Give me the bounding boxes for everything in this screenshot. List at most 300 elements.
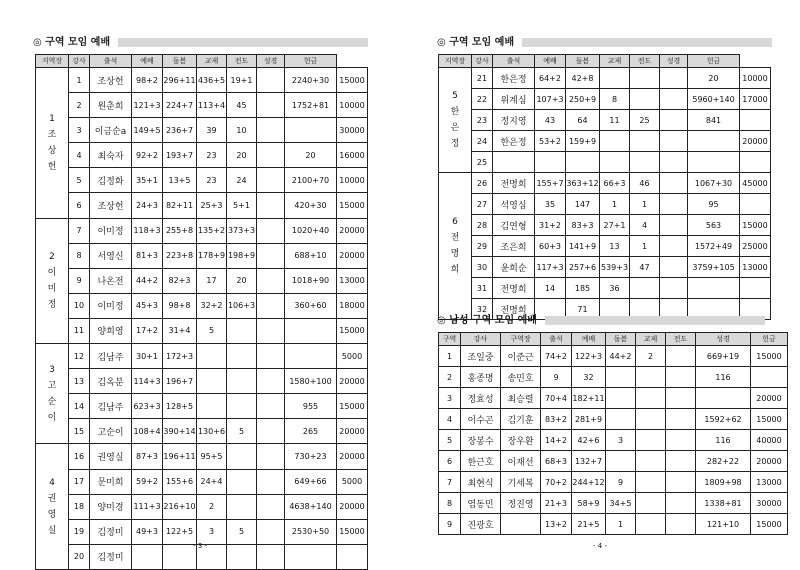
table-cell: 20000 [337, 218, 368, 243]
column-header: 지역장 [36, 55, 69, 68]
instructor-name: 김연형 [493, 215, 535, 236]
district-leader-name: 김기훈 [501, 409, 541, 430]
instructor-name: 최현식 [461, 472, 501, 493]
table-cell [751, 367, 788, 388]
instructor-name: 한은정 [493, 68, 535, 89]
table-row [36, 118, 368, 143]
table-cell: 46 [630, 173, 660, 194]
table-cell [600, 152, 630, 173]
table-cell: 35 [535, 194, 566, 215]
district-table [35, 54, 368, 570]
table-row [439, 346, 788, 367]
table-cell [257, 193, 285, 218]
section-title: ◎ 구역 모임 예배 [437, 36, 772, 50]
table-cell: 10000 [337, 93, 368, 118]
table-cell [257, 293, 285, 318]
section-title: ◎ 구역 모임 예배 [33, 36, 368, 50]
table-cell [227, 494, 257, 519]
table-cell: 20 [227, 268, 257, 293]
table-cell: 116 [696, 430, 751, 451]
table-cell: 5 [197, 318, 227, 343]
table-cell [257, 118, 285, 143]
column-header: 구역장 [501, 333, 541, 346]
row-number: 11 [69, 318, 90, 343]
table-row [36, 469, 368, 494]
district-leader-name [501, 514, 541, 535]
row-number: 25 [472, 152, 493, 173]
table-cell: 121+10 [696, 514, 751, 535]
table-cell [257, 394, 285, 419]
table-cell: 16000 [337, 143, 368, 168]
table-cell: 216+10 [163, 494, 197, 519]
row-number: 19 [69, 519, 90, 544]
row-number: 2 [69, 93, 90, 118]
table-cell: 17 [197, 268, 227, 293]
table-cell: 92+2 [132, 143, 163, 168]
instructor-name: 전명희 [493, 278, 535, 299]
instructor-name: 김남주 [90, 394, 132, 419]
table-cell: 436+5 [197, 68, 227, 93]
column-header: 예배 [572, 333, 606, 346]
district-number: 1 [439, 346, 461, 367]
column-header: 출석 [541, 333, 572, 346]
table-cell [257, 344, 285, 369]
table-row [36, 519, 368, 544]
table-cell: 14 [535, 278, 566, 299]
table-cell: 244+12 [572, 472, 606, 493]
table-cell [660, 236, 688, 257]
table-cell: 1 [600, 194, 630, 215]
row-number: 27 [472, 194, 493, 215]
table-cell: 32+2 [197, 293, 227, 318]
row-number: 23 [472, 110, 493, 131]
table-cell: 3 [606, 430, 636, 451]
instructor-name: 전명희 [493, 299, 535, 320]
instructor-name: 나온전 [90, 268, 132, 293]
row-number: 18 [69, 494, 90, 519]
district-number: 8 [439, 493, 461, 514]
table-row [36, 494, 368, 519]
table-cell: 15000 [751, 346, 788, 367]
table-cell: 30000 [337, 118, 368, 143]
table-cell [666, 430, 696, 451]
table-cell [227, 318, 257, 343]
table-row [439, 236, 771, 257]
table-cell [227, 469, 257, 494]
table-row [439, 451, 788, 472]
table-cell [606, 409, 636, 430]
table-cell: 20000 [751, 388, 788, 409]
table-cell [257, 369, 285, 394]
row-number: 4 [69, 143, 90, 168]
page-3 [0, 0, 400, 566]
table-cell: 130+6 [197, 419, 227, 444]
table-cell: 81+3 [132, 243, 163, 268]
header-row [439, 333, 788, 346]
table-cell: 296+11 [163, 68, 197, 93]
table-cell: 20000 [337, 419, 368, 444]
instructor-name: 양희영 [90, 318, 132, 343]
table-cell: 118+3 [132, 218, 163, 243]
table-cell: 11 [600, 110, 630, 131]
table-cell [636, 430, 666, 451]
table-cell: 178+9 [197, 243, 227, 268]
table-cell [257, 444, 285, 469]
table-cell: 21+3 [541, 493, 572, 514]
table-cell [600, 131, 630, 152]
table-cell [227, 444, 257, 469]
table-cell: 71 [566, 299, 600, 320]
district-table [438, 54, 771, 320]
column-header: 구역 [439, 333, 461, 346]
table-cell: 155+6 [163, 469, 197, 494]
table-cell: 87+3 [132, 444, 163, 469]
table-cell [285, 118, 337, 143]
district-number: 2 [439, 367, 461, 388]
table-cell: 13000 [337, 268, 368, 293]
instructor-name: 권영실 [90, 444, 132, 469]
table-cell: 159+9 [566, 131, 600, 152]
table-cell: 31+4 [163, 318, 197, 343]
table-row [439, 367, 788, 388]
district-number: 5 [439, 430, 461, 451]
table-cell: 20000 [740, 131, 771, 152]
table-cell [636, 493, 666, 514]
table-cell: 15000 [337, 193, 368, 218]
instructor-name: 염동민 [461, 493, 501, 514]
table-cell: 60+3 [535, 236, 566, 257]
table-cell: 15000 [337, 68, 368, 93]
table-cell [257, 318, 285, 343]
table-row [439, 430, 788, 451]
table-cell: 82+11 [163, 193, 197, 218]
table-cell: 20000 [337, 243, 368, 268]
table-cell: 113+4 [197, 93, 227, 118]
table-cell: 182+11 [572, 388, 606, 409]
table-cell: 250+9 [566, 89, 600, 110]
table-cell: 40000 [751, 430, 788, 451]
table-cell: 42+6 [572, 430, 606, 451]
table-row [36, 93, 368, 118]
table-cell [630, 152, 660, 173]
instructor-name: 양미경 [90, 494, 132, 519]
district-leader: 5 한 은 정 [439, 68, 472, 173]
column-header: 성경 [660, 55, 688, 68]
table-cell: 20 [227, 143, 257, 168]
header-row [36, 55, 368, 68]
table-cell: 59+2 [132, 469, 163, 494]
table-cell: 1 [606, 514, 636, 535]
table-cell: 539+3 [600, 257, 630, 278]
district-leader-name: 정진영 [501, 493, 541, 514]
table-cell [666, 514, 696, 535]
instructor-name: 조일중 [461, 346, 501, 367]
table-cell: 23 [197, 143, 227, 168]
column-header: 전도 [666, 333, 696, 346]
table-cell [636, 472, 666, 493]
table-cell [660, 173, 688, 194]
district-leader-name: 이준근 [501, 346, 541, 367]
table-row [36, 193, 368, 218]
table-cell: 20000 [337, 494, 368, 519]
table-cell: 172+3 [163, 344, 197, 369]
table-cell: 45+3 [132, 293, 163, 318]
table-cell: 688+10 [285, 243, 337, 268]
table-row [36, 243, 368, 268]
table-cell [666, 451, 696, 472]
district-leader: 2 이 미 정 [36, 218, 69, 343]
table-cell [688, 131, 740, 152]
table-cell: 64+2 [535, 68, 566, 89]
table-cell: 83+2 [541, 409, 572, 430]
table-cell: 30000 [751, 493, 788, 514]
column-header: 성경 [257, 55, 285, 68]
table-cell: 68+3 [541, 451, 572, 472]
table-cell: 2240+30 [285, 68, 337, 93]
table-cell: 155+7 [535, 173, 566, 194]
instructor-name: 김정화 [90, 168, 132, 193]
table-cell [257, 218, 285, 243]
table-cell: 36 [600, 278, 630, 299]
table-cell: 13 [600, 236, 630, 257]
table-cell: 1 [630, 236, 660, 257]
table-cell [257, 168, 285, 193]
table-cell: 5000 [337, 344, 368, 369]
table-cell [666, 472, 696, 493]
table-cell: 3 [197, 519, 227, 544]
table-row [439, 472, 788, 493]
table-cell: 5 [227, 419, 257, 444]
table-cell: 116 [696, 367, 751, 388]
table-row [36, 143, 368, 168]
table-cell [740, 278, 771, 299]
table-cell: 149+5 [132, 118, 163, 143]
table-cell: 10000 [337, 168, 368, 193]
row-number: 8 [69, 243, 90, 268]
table-cell: 31+2 [535, 215, 566, 236]
table-cell: 282+22 [696, 451, 751, 472]
table-cell: 107+3 [535, 89, 566, 110]
table-row [439, 89, 771, 110]
column-header: 전도 [227, 55, 257, 68]
table-cell: 5 [227, 519, 257, 544]
table-cell: 35+1 [132, 168, 163, 193]
table-cell: 20 [688, 68, 740, 89]
table-cell: 74+2 [541, 346, 572, 367]
table-cell [630, 278, 660, 299]
district-number: 9 [439, 514, 461, 535]
district-number: 7 [439, 472, 461, 493]
table-cell: 47 [630, 257, 660, 278]
table-cell: 20000 [751, 451, 788, 472]
row-number: 29 [472, 236, 493, 257]
table-cell: 24+3 [132, 193, 163, 218]
instructor-name: 한근호 [461, 451, 501, 472]
table-row [439, 257, 771, 278]
table-cell: 49+3 [132, 519, 163, 544]
instructor-name: 정효성 [461, 388, 501, 409]
table-cell: 185 [566, 278, 600, 299]
table-cell: 15000 [337, 519, 368, 544]
table-cell: 955 [285, 394, 337, 419]
table-cell: 13+2 [541, 514, 572, 535]
district-number: 3 [439, 388, 461, 409]
table-cell: 1067+30 [688, 173, 740, 194]
table-cell [636, 514, 666, 535]
table-cell [566, 152, 600, 173]
table-cell: 4 [630, 215, 660, 236]
table-row [36, 68, 368, 93]
instructor-name: 원춘희 [90, 93, 132, 118]
row-number: 9 [69, 268, 90, 293]
district-leader: 4 권 영 실 [36, 444, 69, 569]
table-cell [696, 388, 751, 409]
page-4 [400, 0, 800, 566]
instructor-name: 이미정 [90, 218, 132, 243]
table-row [439, 152, 771, 173]
table-cell: 25000 [740, 236, 771, 257]
instructor-name: 한은정 [493, 131, 535, 152]
table-cell [630, 89, 660, 110]
table-cell [660, 278, 688, 299]
row-number: 26 [472, 173, 493, 194]
table-cell: 111+3 [132, 494, 163, 519]
table-cell: 25+3 [197, 193, 227, 218]
table-cell: 24 [227, 168, 257, 193]
table-cell: 20 [285, 143, 337, 168]
instructor-name: 정지영 [493, 110, 535, 131]
table-row [439, 493, 788, 514]
table-cell: 13000 [740, 257, 771, 278]
table-cell: 15000 [751, 514, 788, 535]
column-header: 돌봄 [566, 55, 600, 68]
table-cell: 114+3 [132, 369, 163, 394]
table-cell [606, 451, 636, 472]
row-number: 10 [69, 293, 90, 318]
column-header: 예배 [535, 55, 566, 68]
table-cell: 2 [197, 494, 227, 519]
table-cell: 141+9 [566, 236, 600, 257]
table-cell [660, 194, 688, 215]
table-cell: 83+3 [566, 215, 600, 236]
column-header: 지역장 [439, 55, 472, 68]
table-cell: 563 [688, 215, 740, 236]
instructor-name: 진광호 [461, 514, 501, 535]
table-cell: 30+1 [132, 344, 163, 369]
table-cell: 95+5 [197, 444, 227, 469]
table-cell: 20000 [337, 369, 368, 394]
page-number: - 3 - [193, 542, 207, 550]
table-cell: 224+7 [163, 93, 197, 118]
table-cell: 45000 [740, 173, 771, 194]
table-cell: 53+2 [535, 131, 566, 152]
table-cell: 1572+49 [688, 236, 740, 257]
column-header: 헌금 [688, 55, 740, 68]
column-header: 교제 [197, 55, 227, 68]
instructor-name: 장봉수 [461, 430, 501, 451]
instructor-name [493, 152, 535, 173]
district-leader-name: 이재선 [501, 451, 541, 472]
row-number: 28 [472, 215, 493, 236]
table-cell [257, 68, 285, 93]
table-cell: 66+3 [600, 173, 630, 194]
table-cell [227, 344, 257, 369]
column-header: 헌금 [285, 55, 337, 68]
table-cell [660, 68, 688, 89]
table-cell: 15000 [337, 318, 368, 343]
table-cell [666, 346, 696, 367]
column-header: 출석 [493, 55, 535, 68]
instructor-name: 이금순a [90, 118, 132, 143]
table-cell: 108+4 [132, 419, 163, 444]
table-cell [636, 451, 666, 472]
row-number: 7 [69, 218, 90, 243]
instructor-name: 김남주 [90, 344, 132, 369]
table-cell [740, 194, 771, 215]
table-cell: 4638+140 [285, 494, 337, 519]
row-number: 30 [472, 257, 493, 278]
instructor-name: 이수곤 [461, 409, 501, 430]
table-row [36, 344, 368, 369]
table-cell: 14+2 [541, 430, 572, 451]
district-leader-name: 장우환 [501, 430, 541, 451]
row-number: 13 [69, 369, 90, 394]
instructor-name: 서영신 [90, 243, 132, 268]
table-cell [257, 93, 285, 118]
section-title-men: ◎ 남성 구역 모임 예배 [437, 314, 765, 328]
table-cell: 117+3 [535, 257, 566, 278]
table-row [36, 318, 368, 343]
table-row [439, 514, 788, 535]
instructor-name: 고순이 [90, 419, 132, 444]
table-cell: 265 [285, 419, 337, 444]
row-number: 14 [69, 394, 90, 419]
table-cell: 122+3 [572, 346, 606, 367]
instructor-name: 전명희 [493, 173, 535, 194]
table-cell [257, 494, 285, 519]
table-cell [630, 68, 660, 89]
table-cell: 15000 [751, 409, 788, 430]
table-cell [660, 152, 688, 173]
table-row [439, 173, 771, 194]
column-header: 강사 [472, 55, 493, 68]
instructor-name: 윤희순 [493, 257, 535, 278]
table-cell: 45 [227, 93, 257, 118]
table-cell: 9 [606, 472, 636, 493]
table-cell [227, 394, 257, 419]
table-cell: 281+9 [572, 409, 606, 430]
table-cell: 5960+140 [688, 89, 740, 110]
table-cell: 25 [630, 110, 660, 131]
table-cell: 257+6 [566, 257, 600, 278]
table-cell: 147 [566, 194, 600, 215]
row-number: 15 [69, 419, 90, 444]
table-cell: 2530+50 [285, 519, 337, 544]
row-number: 31 [472, 278, 493, 299]
instructor-name: 위계심 [493, 89, 535, 110]
header-row [439, 55, 771, 68]
table-row [36, 293, 368, 318]
table-cell [285, 344, 337, 369]
table-cell: 649+66 [285, 469, 337, 494]
district-leader: 1 조 상 헌 [36, 68, 69, 219]
table-cell: 106+3 [227, 293, 257, 318]
table-cell: 32 [572, 367, 606, 388]
table-row [439, 68, 771, 89]
table-cell: 17000 [740, 89, 771, 110]
table-cell: 1020+40 [285, 218, 337, 243]
instructor-name: 조상헌 [90, 68, 132, 93]
